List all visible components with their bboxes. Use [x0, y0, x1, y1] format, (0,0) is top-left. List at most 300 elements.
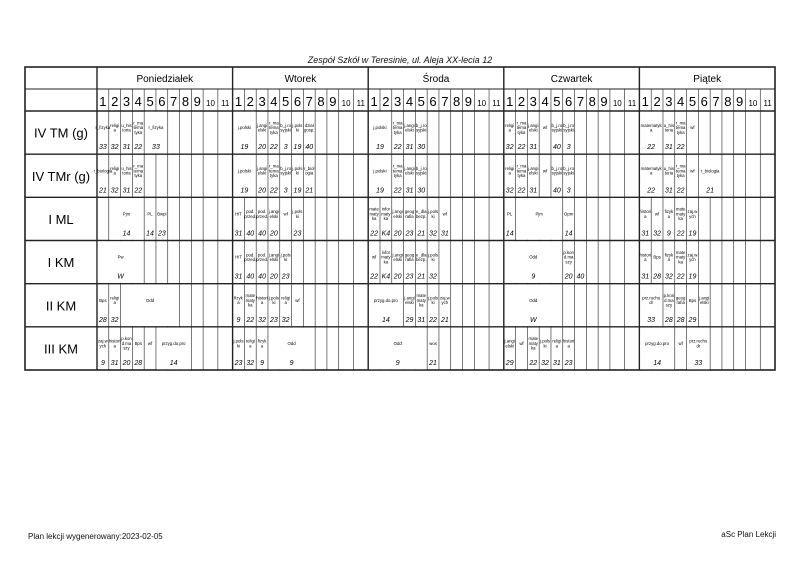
lesson-cell — [281, 295, 290, 323]
lesson-cell — [665, 252, 674, 280]
lesson-room: 32 — [429, 230, 437, 238]
lesson-subject: przyg.do.pro — [161, 340, 186, 346]
lesson-subject: elski — [405, 127, 414, 133]
lesson-subject: elski — [699, 300, 709, 306]
lesson-cell — [527, 166, 538, 194]
lesson-subject: bezp. — [416, 213, 427, 219]
lesson-room: 20 — [393, 273, 402, 281]
lesson-room: 19 — [688, 230, 697, 238]
lesson-cell — [133, 164, 143, 195]
period-number: 10 — [612, 99, 622, 108]
lesson-subject: r_ma — [516, 120, 527, 126]
lesson-subject: toria — [664, 170, 674, 176]
lesson-subject: tema — [133, 168, 144, 174]
period-number: 2 — [111, 94, 119, 109]
lesson-cell — [291, 209, 302, 237]
lesson-subject: religi — [110, 295, 120, 301]
lesson-subject: p.kon — [563, 249, 574, 255]
lesson-cell — [688, 209, 699, 237]
lesson-room: 22 — [647, 144, 656, 152]
lesson-subject: elski — [393, 256, 402, 262]
lesson-subject: p.kon — [663, 293, 675, 299]
lesson-cell — [640, 284, 662, 326]
day-header: Środa — [422, 74, 450, 85]
lesson-room: 33 — [98, 144, 107, 152]
lesson-subject: rafia — [676, 300, 685, 306]
lesson-cell — [98, 241, 144, 283]
lesson-subject: a — [113, 127, 116, 133]
lesson-cell — [505, 123, 514, 151]
period-number: 4 — [541, 94, 549, 109]
lesson-subject: tyka — [269, 173, 278, 179]
lesson-subject: mate — [675, 206, 686, 212]
lesson-cell — [369, 155, 391, 197]
lesson-subject: toria — [122, 127, 131, 133]
lesson-subject: j.pols — [428, 252, 439, 258]
lesson-subject: r_biol — [303, 165, 315, 171]
period-number: 10 — [341, 99, 351, 108]
lesson-room: 23 — [234, 360, 243, 367]
lesson-subject: elski — [257, 127, 267, 133]
lesson-subject: r_fizyka — [148, 125, 164, 131]
lesson-room: 23 — [293, 230, 302, 238]
lesson-room: 30 — [417, 187, 426, 195]
lesson-cell — [291, 123, 302, 151]
lesson-subject: tyka — [517, 129, 526, 135]
period-number: 6 — [700, 94, 708, 109]
lesson-room: 14 — [122, 230, 131, 238]
lesson-cell — [280, 252, 291, 280]
lesson-cell — [268, 209, 279, 237]
lesson-room: 9 — [289, 360, 294, 367]
period-number: 6 — [293, 94, 302, 109]
lesson-subject: mate — [528, 336, 539, 342]
lesson-subject: infor — [381, 206, 391, 212]
lesson-subject: wf — [542, 125, 548, 131]
lesson-subject: religi — [110, 122, 120, 128]
lesson-room: 9 — [100, 360, 105, 367]
lesson-subject: maty — [416, 297, 426, 303]
period-number: 8 — [453, 94, 461, 109]
lesson-subject: ych — [99, 343, 107, 349]
lesson-subject: przyg.do.pro — [645, 340, 670, 346]
lesson-cell — [369, 112, 391, 154]
lesson-cell — [504, 339, 515, 367]
lesson-cell — [528, 336, 538, 367]
lesson-room: 40 — [258, 230, 266, 238]
lesson-cell — [688, 298, 697, 324]
lesson-subject: a — [284, 300, 287, 306]
lesson-room: 40 — [305, 144, 314, 152]
lesson-subject: Bps — [134, 340, 142, 346]
lesson-room: 31 — [664, 187, 673, 195]
lesson-room: 14 — [505, 230, 514, 238]
lesson-room: 23 — [405, 230, 414, 238]
lesson-room: 31 — [122, 187, 131, 195]
lesson-subject: religi — [505, 165, 515, 171]
period-number: 9 — [464, 94, 473, 109]
period-number: 5 — [688, 94, 697, 109]
class-label: I KM — [47, 255, 75, 271]
lesson-room: 31 — [664, 144, 673, 152]
lesson-subject: elski — [393, 213, 402, 219]
lesson-subject: pod. — [257, 252, 267, 258]
lesson-subject: zaj.w — [687, 252, 698, 258]
lesson-cell — [653, 211, 661, 237]
lesson-subject: r_ma — [392, 163, 403, 169]
lesson-subject: wf — [690, 125, 695, 131]
lesson-room: 20 — [258, 187, 266, 195]
app-name: aSc Plan Lekcji — [721, 530, 776, 539]
lesson-subject: j.polski — [373, 168, 387, 174]
lesson-subject: syjski — [551, 170, 563, 176]
lesson-subject: j.angi — [404, 295, 415, 301]
lesson-subject: bezp. — [416, 256, 427, 262]
lesson-cell — [121, 166, 131, 194]
lesson-room: 19 — [376, 144, 384, 152]
lesson-subject: tyka — [134, 173, 143, 179]
lesson-room: 14 — [564, 230, 573, 238]
lesson-cell — [440, 295, 451, 323]
lesson-subject: r_ma — [133, 163, 144, 169]
lesson-subject: HiT — [235, 211, 242, 217]
lesson-subject: Pw — [117, 254, 124, 260]
lesson-cell — [416, 252, 427, 280]
lesson-subject: elski — [269, 256, 279, 262]
lesson-room: 31 — [641, 273, 650, 281]
lesson-subject: szy — [123, 345, 130, 351]
generated-date: Plan lekcji wygenerowany:2023-02-05 — [28, 532, 163, 541]
lesson-room: K4 — [381, 273, 391, 281]
lesson-subject: r_ma — [675, 163, 686, 169]
lesson-cell — [416, 123, 427, 151]
lesson-subject: ki — [295, 127, 300, 133]
lesson-subject: gosp. — [303, 127, 315, 133]
lesson-subject: elski — [405, 170, 414, 176]
lesson-subject: j.angi — [404, 165, 415, 171]
lesson-room: 21 — [417, 230, 426, 238]
lesson-subject: tema — [516, 168, 527, 174]
lesson-cell — [280, 123, 291, 151]
lesson-subject: histori — [639, 252, 652, 258]
period-number: 3 — [122, 94, 131, 109]
lesson-room: 31 — [122, 144, 131, 152]
period-number: 8 — [588, 94, 596, 109]
lesson-room: 22 — [676, 230, 685, 238]
lesson-room: 22 — [676, 273, 685, 281]
lesson-room: 20 — [269, 230, 278, 238]
lesson-cell — [505, 166, 514, 194]
lesson-room: 22 — [370, 230, 378, 238]
lesson-room: 29 — [688, 316, 697, 324]
period-number: 7 — [441, 94, 449, 109]
lesson-subject: j.pols — [292, 165, 303, 171]
lesson-subject: wf — [690, 168, 695, 174]
lesson-cell — [369, 207, 379, 238]
lesson-subject: a — [667, 213, 671, 219]
lesson-cell — [519, 341, 524, 346]
lesson-room: 40 — [258, 273, 266, 281]
lesson-room: 32 — [110, 187, 119, 195]
lesson-cell — [269, 328, 315, 370]
lesson-subject: prz.ruchu — [642, 295, 661, 301]
lesson-cell — [110, 123, 119, 151]
lesson-cell — [676, 120, 686, 151]
lesson-subject: matematyk — [640, 122, 662, 128]
lesson-subject: syjski — [563, 127, 574, 133]
lesson-cell — [392, 252, 403, 280]
lesson-subject: j.angi — [504, 338, 515, 344]
lesson-room: W — [529, 316, 537, 324]
lesson-subject: Odd — [287, 340, 296, 346]
lesson-subject: Pjm — [535, 211, 543, 217]
lesson-room: 21 — [98, 187, 107, 195]
lesson-room: 31 — [529, 187, 538, 195]
period-number: 1 — [234, 94, 243, 109]
lesson-room: 14 — [653, 360, 661, 367]
lesson-subject: r_biologia — [700, 168, 720, 174]
lesson-subject: tyka — [393, 129, 402, 135]
lesson-subject: ka — [371, 216, 377, 222]
period-number: 6 — [158, 94, 166, 109]
lesson-subject: geog — [404, 209, 415, 215]
lesson-subject: wf — [542, 168, 548, 174]
lesson-cell — [256, 209, 268, 237]
lesson-cell — [369, 284, 403, 326]
lesson-subject: j.angi — [256, 122, 268, 128]
lesson-subject: tyka — [676, 129, 685, 135]
lesson-cell — [246, 339, 255, 367]
lesson-room: 19 — [240, 144, 249, 152]
lesson-cell — [233, 155, 255, 197]
lesson-cell — [403, 166, 414, 194]
lesson-subject: ki — [284, 256, 288, 262]
lesson-subject: wf — [442, 211, 447, 217]
period-number: 11 — [627, 99, 637, 108]
lesson-subject: maty — [528, 340, 538, 346]
lesson-subject: e_dla — [416, 252, 427, 258]
lesson-room: 22 — [246, 316, 255, 324]
lesson-subject: ka — [678, 216, 683, 222]
lesson-room: 22 — [429, 316, 437, 324]
lesson-cell — [428, 341, 437, 367]
lesson-subject: j.pols — [268, 295, 279, 301]
lesson-cell — [640, 112, 662, 154]
lesson-subject: u_his — [121, 122, 132, 128]
lesson-subject: elski — [528, 127, 538, 133]
lesson-room: 32 — [653, 230, 661, 238]
lesson-subject: HiT — [235, 254, 242, 260]
lesson-room: 40 — [246, 273, 255, 281]
lesson-subject: pod. — [246, 209, 255, 215]
lesson-subject: ka — [531, 345, 536, 351]
lesson-room: 23 — [157, 230, 166, 238]
lesson-subject: wf — [295, 297, 300, 303]
lesson-subject: tema — [392, 125, 403, 131]
lesson-subject: religi — [245, 338, 255, 344]
lesson-room: 22 — [134, 187, 143, 195]
lesson-cell — [235, 211, 243, 237]
lesson-subject: r_biologia — [93, 168, 113, 174]
lesson-cell — [121, 123, 131, 151]
lesson-subject: przyg.do.pro — [373, 297, 398, 303]
lesson-subject: a — [260, 300, 264, 306]
lesson-subject: PL — [507, 211, 513, 217]
lesson-subject: syjski — [280, 170, 291, 176]
lesson-subject: ka — [248, 302, 253, 308]
lesson-room: 9 — [666, 230, 671, 238]
lesson-cell — [256, 123, 267, 151]
lesson-subject: maty — [381, 254, 391, 260]
lesson-subject: a — [237, 300, 240, 306]
lesson-subject: mate — [675, 249, 686, 255]
lesson-subject: a — [644, 256, 647, 262]
lesson-subject: d.ma — [121, 340, 132, 346]
lesson-subject: j.angi — [528, 165, 539, 171]
lesson-cell — [381, 207, 391, 238]
lesson-room: 28 — [134, 360, 143, 367]
lesson-cell — [393, 164, 403, 195]
lesson-subject: b_j.ro — [551, 122, 563, 128]
lesson-cell — [563, 339, 575, 367]
period-number: 10 — [477, 99, 487, 108]
class-label: IV TM (g) — [34, 125, 88, 141]
lesson-cell — [698, 295, 709, 305]
lesson-cell — [98, 298, 107, 324]
period-number: 11 — [763, 99, 772, 108]
lesson-subject: r_ma — [268, 120, 279, 126]
lesson-room: 32 — [505, 144, 514, 152]
lesson-cell — [110, 166, 119, 194]
lesson-subject: ogia — [305, 170, 314, 176]
lesson-room: 31 — [405, 144, 414, 152]
lesson-subject: tema — [516, 125, 527, 131]
lesson-room: 14 — [146, 230, 154, 238]
period-number: 2 — [246, 94, 254, 109]
lesson-subject: prz.ruchu — [689, 338, 708, 344]
page-title: Zespół Szkół w Teresinie, ul. Aleja XX-lecia 12 — [307, 55, 493, 65]
lesson-room: 32 — [110, 316, 119, 324]
lesson-room: 22 — [517, 187, 526, 195]
lesson-room: 30 — [417, 144, 426, 152]
lesson-subject: wos — [429, 340, 437, 346]
period-number: 10 — [748, 99, 758, 108]
lesson-subject: elski — [257, 170, 267, 176]
lesson-cell — [235, 255, 243, 281]
lesson-cell — [640, 252, 652, 280]
lesson-subject: PL — [147, 211, 153, 217]
lesson-subject: infor — [381, 249, 391, 255]
lesson-subject: Bwpi — [157, 211, 167, 217]
lesson-cell — [284, 211, 289, 216]
lesson-subject: ka — [418, 302, 424, 308]
lesson-subject: Bps — [99, 297, 107, 303]
period-number: 11 — [492, 99, 501, 108]
period-number: 11 — [221, 99, 230, 108]
lesson-subject: r_ma — [392, 120, 403, 126]
lesson-cell — [392, 209, 403, 237]
lesson-subject: a — [649, 127, 653, 133]
lesson-cell — [369, 255, 378, 281]
lesson-cell — [416, 166, 427, 194]
period-number: 4 — [134, 94, 142, 109]
lesson-room: 40 — [576, 273, 585, 281]
lesson-room: 22 — [269, 144, 278, 152]
lesson-cell — [690, 125, 695, 130]
period-number: 1 — [99, 94, 107, 109]
lesson-room: 22 — [269, 187, 278, 195]
period-number: 7 — [305, 94, 313, 109]
lesson-subject: geog — [404, 252, 415, 258]
lesson-subject: dr — [696, 343, 701, 349]
lesson-subject: b_j.ro — [563, 122, 575, 128]
lesson-subject: j.polski — [237, 168, 251, 174]
lesson-room: 20 — [564, 273, 573, 281]
lesson-room: 23 — [269, 316, 278, 324]
lesson-subject: przed. — [256, 256, 269, 262]
lesson-cell — [232, 339, 243, 367]
lesson-room: 14 — [169, 360, 178, 367]
lesson-subject: u_his — [663, 122, 675, 128]
lesson-subject: e_dla — [416, 209, 427, 215]
lesson-room: 3 — [566, 144, 571, 152]
lesson-subject: ki — [295, 170, 300, 176]
lesson-subject: Bps — [653, 254, 661, 260]
lesson-room: 9 — [531, 273, 536, 281]
lesson-room: 32 — [429, 273, 437, 281]
lesson-cell — [690, 168, 695, 173]
class-label: II KM — [45, 298, 77, 314]
lesson-subject: Pjm — [122, 211, 131, 217]
lesson-subject: religi — [110, 165, 120, 171]
lesson-room: 9 — [395, 360, 400, 367]
period-number: 3 — [665, 94, 673, 109]
lesson-subject: a — [113, 300, 116, 306]
lesson-cell — [427, 209, 438, 237]
lesson-subject: mate — [369, 206, 379, 212]
period-number: 8 — [181, 94, 190, 109]
lesson-subject: a — [508, 170, 511, 176]
lesson-subject: a — [667, 256, 671, 262]
lesson-subject: j.angi — [699, 295, 710, 301]
lesson-cell — [244, 252, 256, 280]
lesson-subject: szy — [665, 302, 673, 308]
lesson-cell — [157, 211, 167, 237]
period-number: 1 — [641, 94, 649, 109]
lesson-subject: b_j.ro — [280, 165, 292, 171]
lesson-subject: toria — [664, 127, 674, 133]
lesson-subject: tema — [133, 125, 144, 131]
lesson-cell — [527, 123, 538, 151]
lesson-subject: syjski — [280, 127, 291, 133]
lesson-cell — [403, 123, 414, 151]
lesson-subject: fizyk — [257, 338, 267, 344]
lesson-subject: pod. — [257, 209, 267, 215]
lesson-cell — [427, 295, 438, 323]
lesson-cell — [405, 209, 415, 237]
period-number: 2 — [517, 94, 526, 109]
lesson-cell — [381, 250, 391, 281]
lesson-room: 29 — [505, 360, 514, 367]
lesson-subject: histori — [639, 209, 652, 215]
lesson-cell — [664, 293, 675, 324]
lesson-room: 32 — [246, 360, 255, 367]
lesson-subject: wf — [147, 340, 153, 346]
period-number: 4 — [677, 94, 685, 109]
lesson-subject: histori — [108, 338, 121, 344]
period-number: 9 — [600, 94, 608, 109]
lesson-subject: Opm — [563, 211, 574, 217]
